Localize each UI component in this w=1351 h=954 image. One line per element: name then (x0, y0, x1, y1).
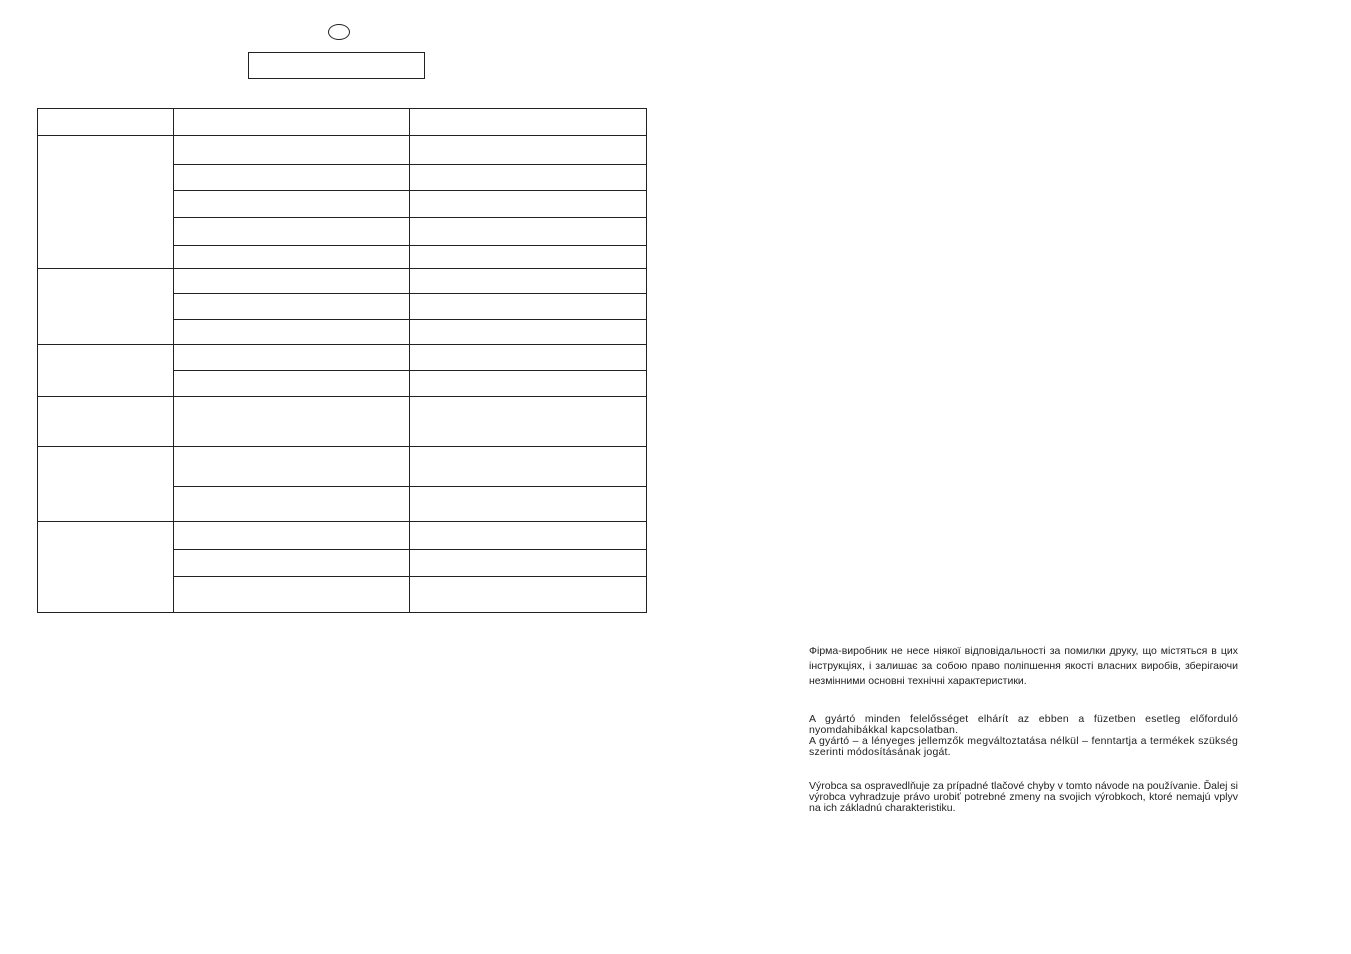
table-cell (410, 191, 647, 218)
disclaimer-ukrainian (809, 644, 1238, 689)
table-group-cell (38, 522, 174, 613)
table-row (38, 345, 647, 371)
specification-table (37, 108, 647, 613)
table-cell (410, 550, 647, 577)
table-cell (410, 522, 647, 550)
disclaimer-text: A gyártó – a lényeges jellemzők megváltoztatása nélkül – fenntartja a termékek szükség szerinti módosításának jogát. (809, 735, 1238, 758)
table-row (38, 269, 647, 294)
table-header-row (38, 109, 647, 136)
table-cell (410, 487, 647, 522)
table-cell (174, 345, 410, 371)
table-cell (410, 345, 647, 371)
table-cell (410, 397, 647, 447)
table-cell (174, 218, 410, 246)
table-row (38, 136, 647, 165)
table-cell (410, 109, 647, 136)
section-title-box (248, 52, 425, 79)
disclaimer-text: Výrobca sa ospravedlňuje za prípadné tlačové chyby v tomto návode na používanie. Ďalej si výrobca vyhradzuje právo urobiť potrebné zmeny na svojich výrobkoch, ktoré nemajú vplyv na ich základnú charakteristiku. (809, 780, 1239, 814)
table-cell (410, 165, 647, 191)
table-row (38, 397, 647, 447)
table-cell (174, 577, 410, 613)
table-cell (174, 487, 410, 522)
table-cell (174, 320, 410, 345)
table-cell (410, 320, 647, 345)
table-cell (410, 294, 647, 320)
table-cell (410, 246, 647, 269)
table-cell (174, 371, 410, 397)
table-cell (174, 397, 410, 447)
table-group-cell (38, 136, 174, 269)
table-cell (174, 447, 410, 487)
language-code-oval (328, 24, 350, 40)
table-group-cell (38, 269, 174, 345)
table-cell (174, 191, 410, 218)
table-cell (38, 109, 174, 136)
table-cell (410, 371, 647, 397)
table-cell (174, 294, 410, 320)
table-cell (174, 550, 410, 577)
table-cell (174, 246, 410, 269)
table-cell (174, 269, 410, 294)
table-row (38, 447, 647, 487)
disclaimer-text: A gyártó minden felelősséget elhárít az ebben a füzetben esetleg előforduló nyomdahibákkal kapcsolatban. (809, 713, 1238, 736)
table-group-cell (38, 345, 174, 397)
table-cell (410, 577, 647, 613)
table-cell (174, 522, 410, 550)
table-group-cell (38, 397, 174, 447)
table-row (38, 522, 647, 550)
table-cell (174, 136, 410, 165)
table-cell (410, 218, 647, 246)
table-cell (410, 447, 647, 487)
disclaimer-text: Фірма-виробник не несе ніякої відповідальності за помилки друку, що містяться в цих інструкціях, і залишає за собою право поліпшення якості власних виробів, зберігаючи незмінними основні технічні характеристики. (809, 645, 1238, 687)
table-cell (174, 109, 410, 136)
table-group-cell (38, 447, 174, 522)
disclaimer-hungarian (809, 714, 1238, 758)
disclaimer-slovak (809, 781, 1238, 814)
table-cell (410, 269, 647, 294)
table-cell (174, 165, 410, 191)
table-cell (410, 136, 647, 165)
